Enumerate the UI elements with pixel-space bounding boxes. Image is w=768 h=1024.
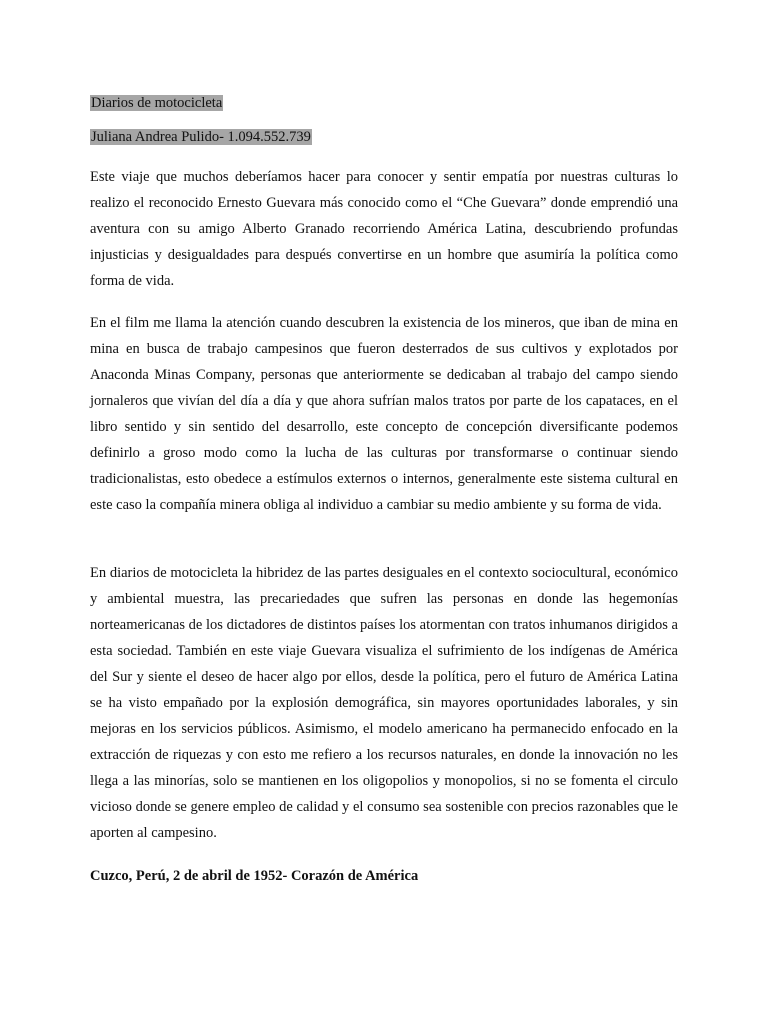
author-line: [90, 129, 312, 146]
body-paragraph-2: En el film me llama la atención cuando descubren la existencia de los mineros, que iban de mina en mina en busca de trabajo campesinos que fueron desterrados de sus cultivos y explotados por Anaconda Minas Company, personas que anteriormente se dedicaban al trabajo del campo siendo jornaleros que vivían del día a día y que ahora sufrían malos tratos por parte de los capataces, en el libro sentido y sin sentido del desarrollo, este concepto de concepción diversificante podemos definirlo a groso modo como la lucha de las culturas por transformarse o continuar siendo tradicionalistas, esto obedece a estímulos externos o internos, generalmente este sistema cultural en este caso la compañía minera obliga al individuo a cambiar su medio ambiente y su forma de vida.: [90, 315, 678, 513]
body-paragraph-2-block: [90, 310, 678, 518]
closing-heading: Cuzco, Perú, 2 de abril de 1952- Corazón de América: [90, 868, 419, 884]
author-name-id: Juliana Andrea Pulido- 1.094.552.739: [91, 129, 311, 145]
body-paragraph-3-block: [90, 560, 678, 846]
document-title: Diarios de motocicleta: [91, 95, 223, 111]
document-title-line: [90, 95, 223, 112]
body-paragraph-1: Este viaje que muchos deberíamos hacer para conocer y sentir empatía por nuestras culturas lo realizo el reconocido Ernesto Guevara más conocido como el “Che Guevara” donde emprendió una aventura con su amigo Alberto Granado recorriendo América Latina, descubriendo profundas injusticias y desigualdades para después convertirse en un hombre que asumiría la política como forma de vida.: [90, 169, 678, 289]
body-paragraph-3: En diarios de motocicleta la hibridez de las partes desiguales en el contexto sociocultural, económico y ambiental muestra, las precariedades que sufren las personas en donde las hegemonías norteamericanas de los dictadores de distintos países los atormentan con tratos inhumanos dirigidos a esta sociedad. También en este viaje Guevara visualiza el sufrimiento de los indígenas de América del Sur y siente el deseo de hacer algo por ellos, desde la política, pero el futuro de América Latina se ha visto empañado por la explosión demográfica, sin mayores oportunidades laborales, y sin mejoras en los servicios públicos. Asimismo, el modelo americano ha permanecido enfocado en la extracción de riquezas y con esto me refiero a los recursos naturales, en donde la innovación no les llega a las minorías, solo se mantienen en los oligopolios y monopolios, si no se fomenta el circulo vicioso donde se genere empleo de calidad y el consumo sea sostenible con precios razonables que le aporten al campesino.: [90, 565, 678, 841]
body-paragraph-1-block: [90, 164, 678, 294]
